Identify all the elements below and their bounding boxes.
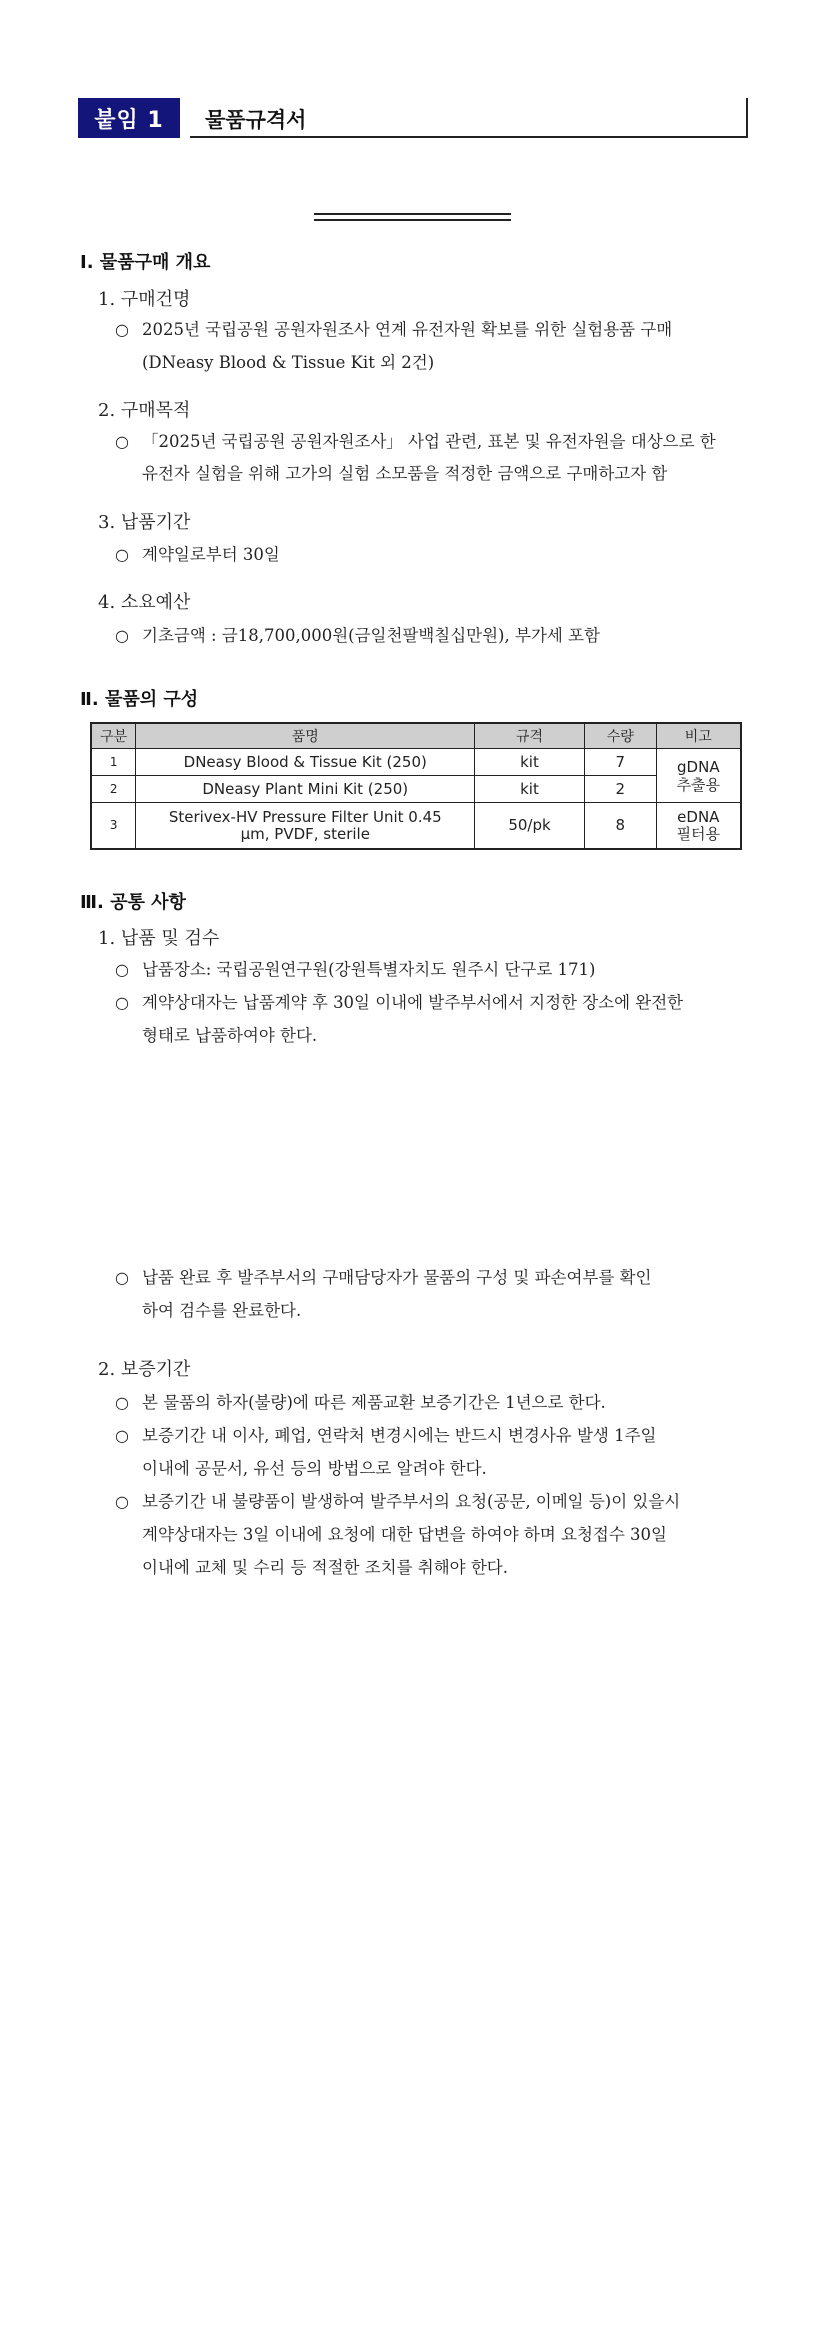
section2-heading: Ⅱ. 물품의 구성 [80, 689, 199, 710]
delivery-terms-line2: 형태로 납품하여야 한다. [142, 1026, 318, 1045]
delivery-inspection-label: 1. 납품 및 검수 [98, 928, 220, 949]
warranty-label: 2. 보증기간 [98, 1359, 191, 1380]
bullet-icon: ○ [115, 432, 129, 451]
row-no: 1 [91, 749, 136, 776]
note-edna [656, 803, 741, 850]
col-header-name: 품명 [136, 723, 475, 749]
purchase-name-label: 1. 구매건명 [98, 289, 191, 310]
row-no: 2 [91, 776, 136, 803]
note-gdna-line2: 추출용 [676, 775, 721, 794]
bullet-icon: ○ [115, 993, 129, 1012]
double-divider [314, 213, 511, 221]
bullet-icon: ○ [115, 960, 129, 979]
page-title: 물품규격서 [205, 108, 307, 132]
item-table [90, 722, 742, 850]
defect-response-line1: 보증기간 내 불량품이 발생하여 발주부서의 요청(공문, 이메일 등)이 있을시 [142, 1492, 681, 1511]
bullet-icon: ○ [115, 545, 129, 564]
change-notice-line1: 보증기간 내 이사, 폐업, 연락처 변경시에는 반드시 변경사유 발생 1주일 [142, 1426, 657, 1445]
defect-response-line2: 계약상대자는 3일 이내에 요청에 대한 답변을 하여야 하며 요청접수 30일 [142, 1525, 667, 1544]
purchase-name-line2: (DNeasy Blood & Tissue Kit 외 2건) [142, 353, 435, 372]
note-edna-line1: eDNA [677, 807, 720, 826]
bullet-icon: ○ [115, 320, 129, 339]
change-notice-line2: 이내에 공문서, 유선 등의 방법으로 알려야 한다. [142, 1459, 487, 1478]
row-name: DNeasy Blood & Tissue Kit (250) [136, 749, 475, 776]
table-row [91, 749, 741, 776]
bullet-icon: ○ [115, 1426, 129, 1445]
delivery-place-text: 납품장소: 국립공원연구원(강원특별자치도 원주시 단구로 171) [142, 960, 596, 979]
table-row [91, 803, 741, 850]
purchase-purpose-line2: 유전자 실험을 위해 고가의 실험 소모품을 적정한 금액으로 구매하고자 함 [142, 464, 668, 483]
table-header-row [91, 723, 741, 749]
row-name [136, 803, 475, 850]
row-name-line2: μm, PVDF, sterile [240, 824, 370, 843]
row-qty: 2 [584, 776, 656, 803]
row-qty: 8 [584, 803, 656, 850]
note-gdna-line1: gDNA [677, 757, 720, 776]
bullet-icon: ○ [115, 1492, 129, 1511]
col-header-qty: 수량 [584, 723, 656, 749]
bullet-icon: ○ [115, 626, 129, 645]
inspection-line1: 납품 완료 후 발주부서의 구매담당자가 물품의 구성 및 파손여부를 확인 [142, 1268, 652, 1287]
delivery-period-text: 계약일로부터 30일 [142, 545, 280, 564]
inspection-line2: 하여 검수를 완료한다. [142, 1301, 302, 1320]
row-name: DNeasy Plant Mini Kit (250) [136, 776, 475, 803]
bullet-icon: ○ [115, 1268, 129, 1287]
budget-text: 기초금액 : 금18,700,000원(금일천팔백칠십만원), 부가세 포함 [142, 626, 600, 645]
section1-heading: Ⅰ. 물품구매 개요 [80, 252, 211, 273]
row-qty: 7 [584, 749, 656, 776]
note-gdna [656, 749, 741, 803]
row-spec: kit [475, 776, 585, 803]
defect-response-line3: 이내에 교체 및 수리 등 적절한 조치를 취해야 한다. [142, 1558, 508, 1577]
attachment-tag: 붙임 1 [78, 98, 180, 138]
table-row [91, 776, 741, 803]
delivery-terms-line1: 계약상대자는 납품계약 후 30일 이내에 발주부서에서 지정한 장소에 완전한 [142, 993, 684, 1012]
col-header-note: 비고 [656, 723, 741, 749]
section3-heading: Ⅲ. 공통 사항 [80, 892, 186, 913]
row-no: 3 [91, 803, 136, 850]
delivery-period-label: 3. 납품기간 [98, 512, 191, 533]
warranty-period-text: 본 물품의 하자(불량)에 따른 제품교환 보증기간은 1년으로 한다. [142, 1393, 606, 1412]
row-name-line1: Sterivex-HV Pressure Filter Unit 0.45 [168, 807, 442, 826]
budget-label: 4. 소요예산 [98, 592, 191, 613]
purchase-name-line1: 2025년 국립공원 공원자원조사 연계 유전자원 확보를 위한 실험용품 구매 [142, 320, 673, 339]
row-spec: 50/pk [475, 803, 585, 850]
note-edna-line2: 필터용 [676, 824, 721, 843]
col-header-spec: 규격 [475, 723, 585, 749]
row-spec: kit [475, 749, 585, 776]
col-header-no: 구분 [91, 723, 136, 749]
purchase-purpose-label: 2. 구매목적 [98, 400, 191, 421]
bullet-icon: ○ [115, 1393, 129, 1412]
purchase-purpose-line1: 「2025년 국립공원 공원자원조사」 사업 관련, 표본 및 유전자원을 대상으로 한 [142, 432, 716, 451]
